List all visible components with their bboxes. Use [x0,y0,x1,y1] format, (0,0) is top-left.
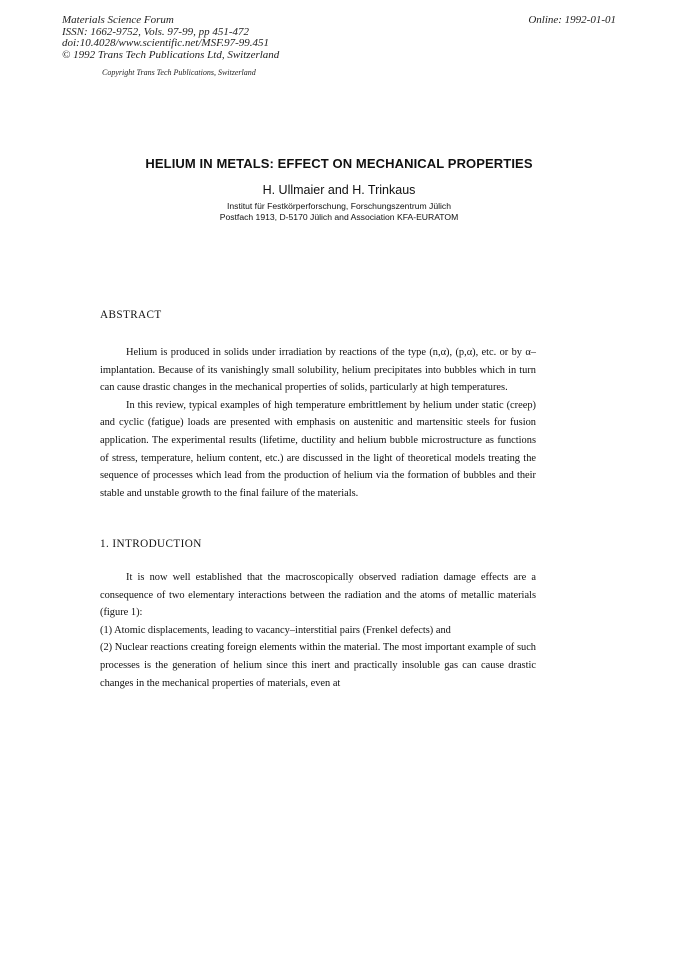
copyright-notice: Copyright Trans Tech Publications, Switzerland [102,68,256,77]
paper-authors: H. Ullmaier and H. Trinkaus [262,183,416,197]
abstract-body [100,344,536,502]
abstract-paragraph: In this review, typical examples of high temperature embrittlement by helium under static (creep) and cyclic (fatigue) loads are presented with emphasis on austenitic and martensitic steels for fusion application. The experimental results (lifetime, ductility and helium bubble microstructure as functions of stress, temperature, helium content, etc.) are discussed in the light of theoretical models treating the sequence of processes which lead from the production of helium via the formation of bubbles and their stable and unstable growth to the final failure of the materials. [100,399,536,499]
introduction-body [100,569,536,692]
copyright-line: © 1992 Trans Tech Publications Ltd, Switzerland [62,48,280,61]
abstract-paragraph: Helium is produced in solids under irradiation by reactions of the type (n,α), (p,α), etc. or by α–implantation. Because of its vanishingly small solubility, helium precipitates into bubbles which in turn can cause drastic changes in the mechanical properties of solids, particularly at high temperatures. [100,347,536,394]
journal-name: Materials Science Forum [62,14,174,26]
introduction-paragraph: It is now well established that the macroscopically observed radiation damage effects are a consequence of two elementary interactions between the radiation and the atoms of metallic materials (figure 1): [100,572,536,619]
author-affiliation [0,201,678,223]
introduction-list-item: (2) Nuclear reactions creating foreign elements within the material. The most important example of such processes is the generation of helium since this inert and practically insoluble gas can cause drastic changes in the mechanical properties of materials, even at [100,642,536,689]
introduction-list-item: (1) Atomic displacements, leading to vacancy–interstitial pairs (Frenkel defects) and [100,624,451,636]
doi-line: doi:10.4028/www.scientific.net/MSF.97-99.451 [62,37,270,50]
citation-header [62,15,279,61]
issn-volume-pages: ISSN: 1662-9752, Vols. 97-99, pp 451-472 [62,25,249,38]
abstract-heading: ABSTRACT [100,309,162,321]
affiliation-line: Postfach 1913, D-5170 Jülich and Association KFA-EURATOM [219,212,459,222]
affiliation-line: Institut für Festkörperforschung, Forschungszentrum Jülich [226,201,451,211]
online-date: Online: 1992-01-01 [528,14,616,26]
paper-title: HELIUM IN METALS: EFFECT ON MECHANICAL PROPERTIES [145,156,533,171]
introduction-heading: 1. INTRODUCTION [100,538,202,550]
